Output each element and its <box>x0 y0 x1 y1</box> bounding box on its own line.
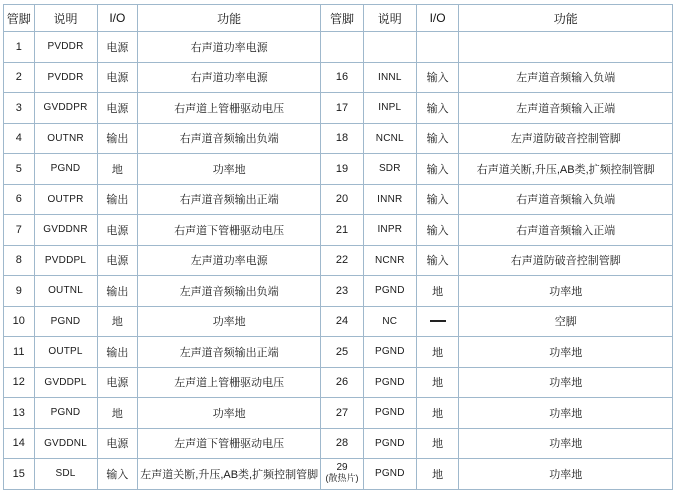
header-func-right: 功能 <box>459 5 673 32</box>
pin-io-right: 输入 <box>416 123 459 154</box>
pin-function-left: 功率地 <box>138 398 321 429</box>
pin-signal-left: PVDDR <box>34 32 97 63</box>
pin-signal-left: GVDDPL <box>34 367 97 398</box>
pin-io-left: 电源 <box>97 428 138 459</box>
pin-function-right: 功率地 <box>459 428 673 459</box>
table-row <box>4 367 673 398</box>
pin-signal-left: SDL <box>34 459 97 490</box>
pin-number-right: 25 <box>321 337 364 368</box>
pin-signal-right: INPL <box>363 93 416 124</box>
pin-number-right <box>321 459 364 490</box>
pin-function-left: 右声道下管栅驱动电压 <box>138 215 321 246</box>
table-row <box>4 62 673 93</box>
pin-signal-right: NC <box>363 306 416 337</box>
pin-io-left: 地 <box>97 306 138 337</box>
pin-function-left: 左声道关断,升压,AB类,扩频控制管脚 <box>138 459 321 490</box>
table-row <box>4 428 673 459</box>
pin-signal-left: OUTNL <box>34 276 97 307</box>
pin-function-right: 左声道防破音控制管脚 <box>459 123 673 154</box>
pin-function-left: 左声道功率电源 <box>138 245 321 276</box>
pin-signal-right: NCNL <box>363 123 416 154</box>
pin-function-right: 右声道音频输入正端 <box>459 215 673 246</box>
header-io-left: I/O <box>97 5 138 32</box>
header-io-right: I/O <box>416 5 459 32</box>
pin-function-right: 左声道音频输入正端 <box>459 93 673 124</box>
pin-signal-left: GVDDNR <box>34 215 97 246</box>
table-row <box>4 123 673 154</box>
pin-number-left: 7 <box>4 215 35 246</box>
dash-icon <box>430 320 446 322</box>
pin-function-right: 功率地 <box>459 276 673 307</box>
pin-function-left: 功率地 <box>138 154 321 185</box>
table-row <box>4 306 673 337</box>
pin-number-right: 23 <box>321 276 364 307</box>
pin-io-right: 地 <box>416 459 459 490</box>
pin-signal-right: PGND <box>363 367 416 398</box>
header-desc-left: 说明 <box>34 5 97 32</box>
pin-io-left: 输入 <box>97 459 138 490</box>
pin-number-right: 24 <box>321 306 364 337</box>
pin-number-left: 2 <box>4 62 35 93</box>
pin-function-left: 右声道音频输出负端 <box>138 123 321 154</box>
table-row <box>4 93 673 124</box>
pin-io-right: 输入 <box>416 215 459 246</box>
pin-signal-left: PVDDPL <box>34 245 97 276</box>
pin-function-right: 功率地 <box>459 398 673 429</box>
pin-function-left: 左声道上管栅驱动电压 <box>138 367 321 398</box>
pin-function-left: 右声道功率电源 <box>138 62 321 93</box>
pin-function-right: 空脚 <box>459 306 673 337</box>
pin-io-left: 电源 <box>97 245 138 276</box>
table-row <box>4 215 673 246</box>
pin-signal-right: PGND <box>363 337 416 368</box>
header-func-left: 功能 <box>138 5 321 32</box>
pin-signal-left: PVDDR <box>34 62 97 93</box>
pin-signal-right: INNL <box>363 62 416 93</box>
pin-signal-right: PGND <box>363 398 416 429</box>
header-row <box>4 5 673 32</box>
pin-signal-right: PGND <box>363 428 416 459</box>
table-row <box>4 184 673 215</box>
pin-function-left: 右声道功率电源 <box>138 32 321 63</box>
pin-signal-left: OUTPL <box>34 337 97 368</box>
table-row <box>4 32 673 63</box>
pin-number-left: 12 <box>4 367 35 398</box>
pin-io-left: 输出 <box>97 276 138 307</box>
table-row <box>4 154 673 185</box>
pin-function-right: 右声道防破音控制管脚 <box>459 245 673 276</box>
pin-signal-left: PGND <box>34 154 97 185</box>
pin-io-right: 输入 <box>416 154 459 185</box>
pin-function-left: 功率地 <box>138 306 321 337</box>
pin-io-right: 地 <box>416 428 459 459</box>
table-row <box>4 245 673 276</box>
pin-number-left: 6 <box>4 184 35 215</box>
pin-function-right: 功率地 <box>459 459 673 490</box>
pin-io-left: 地 <box>97 398 138 429</box>
pin-number-right: 28 <box>321 428 364 459</box>
pin-number-left: 9 <box>4 276 35 307</box>
header-desc-right: 说明 <box>363 5 416 32</box>
pin-function-right: 左声道音频输入负端 <box>459 62 673 93</box>
pin-function-left: 左声道音频输出负端 <box>138 276 321 307</box>
pin-io-right: 地 <box>416 337 459 368</box>
pin-function-left: 右声道音频输出正端 <box>138 184 321 215</box>
table-row <box>4 459 673 490</box>
pin-signal-right: INNR <box>363 184 416 215</box>
pin-function-right: 右声道音频输入负端 <box>459 184 673 215</box>
pin-io-left: 电源 <box>97 62 138 93</box>
pin-signal-left: GVDDPR <box>34 93 97 124</box>
table-body <box>4 32 673 490</box>
pin-io-right: 地 <box>416 398 459 429</box>
pin-io-right: 输入 <box>416 62 459 93</box>
pin-io-left: 电源 <box>97 367 138 398</box>
pin-number-right-value: 29 <box>336 462 348 474</box>
pin-number-right: 17 <box>321 93 364 124</box>
pin-io-right: 输入 <box>416 184 459 215</box>
pin-number-left: 14 <box>4 428 35 459</box>
pin-signal-left: GVDDNL <box>34 428 97 459</box>
pin-signal-left: PGND <box>34 398 97 429</box>
pin-number-left: 4 <box>4 123 35 154</box>
pin-number-right-note: (散热片) <box>325 472 359 483</box>
pin-signal-left: OUTPR <box>34 184 97 215</box>
pin-number-right: 22 <box>321 245 364 276</box>
pin-io-left: 电源 <box>97 93 138 124</box>
pin-number-left: 11 <box>4 337 35 368</box>
pin-io-right <box>416 32 459 63</box>
pin-io-left: 电源 <box>97 215 138 246</box>
pin-signal-left: PGND <box>34 306 97 337</box>
pin-number-right: 18 <box>321 123 364 154</box>
pin-number-left: 8 <box>4 245 35 276</box>
pin-number-right <box>321 32 364 63</box>
pin-function-right: 功率地 <box>459 367 673 398</box>
pin-signal-right: NCNR <box>363 245 416 276</box>
pin-io-left: 输出 <box>97 123 138 154</box>
pin-number-left: 15 <box>4 459 35 490</box>
pin-signal-right: PGND <box>363 459 416 490</box>
pin-number-left: 10 <box>4 306 35 337</box>
pin-signal-right: PGND <box>363 276 416 307</box>
header-pin-left: 管脚 <box>4 5 35 32</box>
pin-number-left: 3 <box>4 93 35 124</box>
table-row <box>4 337 673 368</box>
pin-function-left: 左声道下管栅驱动电压 <box>138 428 321 459</box>
pin-number-right: 21 <box>321 215 364 246</box>
pin-function-left: 右声道上管栅驱动电压 <box>138 93 321 124</box>
table-header <box>4 5 673 32</box>
pin-io-right <box>416 306 459 337</box>
pin-io-left: 输出 <box>97 184 138 215</box>
table-row <box>4 276 673 307</box>
pin-signal-left: OUTNR <box>34 123 97 154</box>
pin-number-right: 16 <box>321 62 364 93</box>
pin-function-right: 右声道关断,升压,AB类,扩频控制管脚 <box>459 154 673 185</box>
pin-number-right: 27 <box>321 398 364 429</box>
pin-number-right: 19 <box>321 154 364 185</box>
pin-io-right: 输入 <box>416 245 459 276</box>
pin-signal-right: SDR <box>363 154 416 185</box>
pin-io-right: 输入 <box>416 93 459 124</box>
header-pin-right: 管脚 <box>321 5 364 32</box>
pin-function-right <box>459 32 673 63</box>
pin-description-table <box>3 4 673 490</box>
pin-number-left: 13 <box>4 398 35 429</box>
pin-io-right: 地 <box>416 276 459 307</box>
pin-number-left: 1 <box>4 32 35 63</box>
pin-function-left: 左声道音频输出正端 <box>138 337 321 368</box>
pin-signal-right: INPR <box>363 215 416 246</box>
pin-function-right: 功率地 <box>459 337 673 368</box>
pin-number-right: 20 <box>321 184 364 215</box>
table-row <box>4 398 673 429</box>
pin-io-left: 电源 <box>97 32 138 63</box>
pin-io-left: 地 <box>97 154 138 185</box>
pin-io-left: 输出 <box>97 337 138 368</box>
pin-number-left: 5 <box>4 154 35 185</box>
pin-io-right: 地 <box>416 367 459 398</box>
pin-signal-right <box>363 32 416 63</box>
pin-number-right: 26 <box>321 367 364 398</box>
